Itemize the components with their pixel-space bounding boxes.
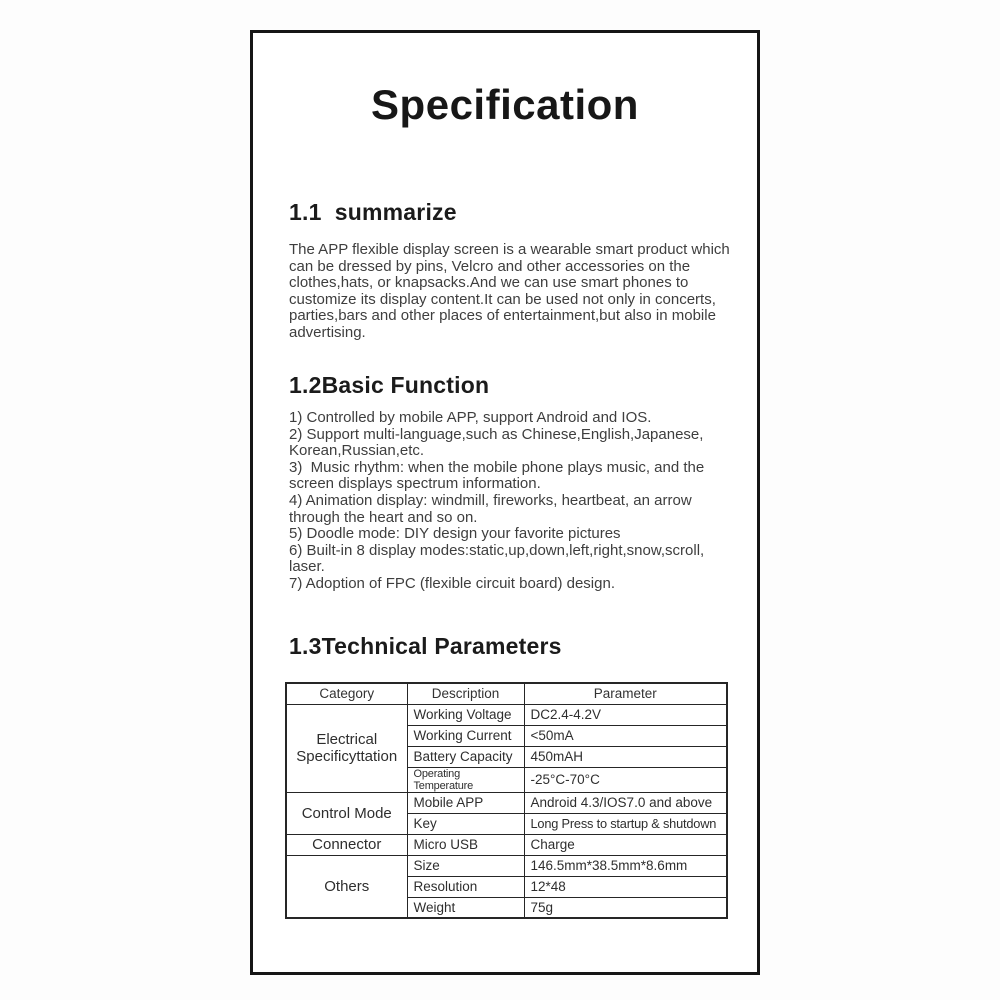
section-heading-basic-function: 1.2Basic Function xyxy=(289,372,490,398)
parameters-table xyxy=(285,682,728,919)
page-title: Specification xyxy=(371,81,639,128)
category-cell-connector: Connector xyxy=(286,834,407,855)
description-cell: Working Current xyxy=(407,725,524,746)
spec-document-page xyxy=(250,30,760,975)
list-item: 5) Doodle mode: DIY design your favorite pictures xyxy=(289,525,621,543)
list-item: 7) Adoption of FPC (flexible circuit board) design. xyxy=(289,574,615,592)
category-cell-control-mode: Control Mode xyxy=(286,792,407,834)
category-cell-electrical: Electrical Specificyttation xyxy=(286,704,407,792)
parameter-cell: DC2.4-4.2V xyxy=(524,704,727,725)
table-header-row xyxy=(286,683,727,704)
description-cell: Size xyxy=(407,855,524,876)
parameter-cell: 75g xyxy=(524,897,727,918)
parameter-cell: Android 4.3/IOS7.0 and above xyxy=(524,792,727,813)
description-cell: Micro USB xyxy=(407,834,524,855)
table-row xyxy=(286,704,727,725)
summarize-paragraph: The APP flexible display screen is a wearable smart product which can be dressed by pins, Velcro and other accessories on the clothes,hats, or knapsacks.And we can use smart phones to customize its display content.It can be used not only in concerts, parties,bars and other places of entertainment,but also in mobile advertising. xyxy=(289,241,734,341)
table-header-parameter: Parameter xyxy=(524,683,727,704)
list-item: 6) Built-in 8 display modes:static,up,down,left,right,snow,scroll, laser. xyxy=(289,541,709,576)
parameter-cell: <50mA xyxy=(524,725,727,746)
section-heading-summarize: 1.1 summarize xyxy=(289,199,457,225)
description-cell: Operating Temperature xyxy=(407,767,524,792)
list-item: 1) Controlled by mobile APP, support Android and IOS. xyxy=(289,409,652,426)
list-item: 4) Animation display: windmill, fireworks, heartbeat, an arrow through the heart and so on. xyxy=(289,491,696,526)
table-header-description: Description xyxy=(407,683,524,704)
category-cell-others: Others xyxy=(286,855,407,918)
parameter-cell: Long Press to startup & shutdown xyxy=(524,813,727,834)
table-header-category: Category xyxy=(286,683,407,704)
description-cell: Battery Capacity xyxy=(407,746,524,767)
description-cell: Mobile APP xyxy=(407,792,524,813)
parameter-cell: Charge xyxy=(524,834,727,855)
table-row xyxy=(286,834,727,855)
section-heading-technical-parameters: 1.3Technical Parameters xyxy=(289,633,562,659)
description-cell: Key xyxy=(407,813,524,834)
basic-function-list xyxy=(289,410,733,593)
description-cell: Working Voltage xyxy=(407,704,524,725)
parameter-cell: 450mAH xyxy=(524,746,727,767)
list-item: 2) Support multi-language,such as Chinese,English,Japanese, Korean,Russian,etc. xyxy=(289,425,708,460)
table-row xyxy=(286,855,727,876)
parameter-cell: 146.5mm*38.5mm*8.6mm xyxy=(524,855,727,876)
description-cell: Resolution xyxy=(407,876,524,897)
parameter-cell: -25°C-70°C xyxy=(524,767,727,792)
description-cell: Weight xyxy=(407,897,524,918)
parameter-cell: 12*48 xyxy=(524,876,727,897)
table-row xyxy=(286,792,727,813)
list-item: 3) Music rhythm: when the mobile phone plays music, and the screen displays spectrum information. xyxy=(289,458,709,493)
